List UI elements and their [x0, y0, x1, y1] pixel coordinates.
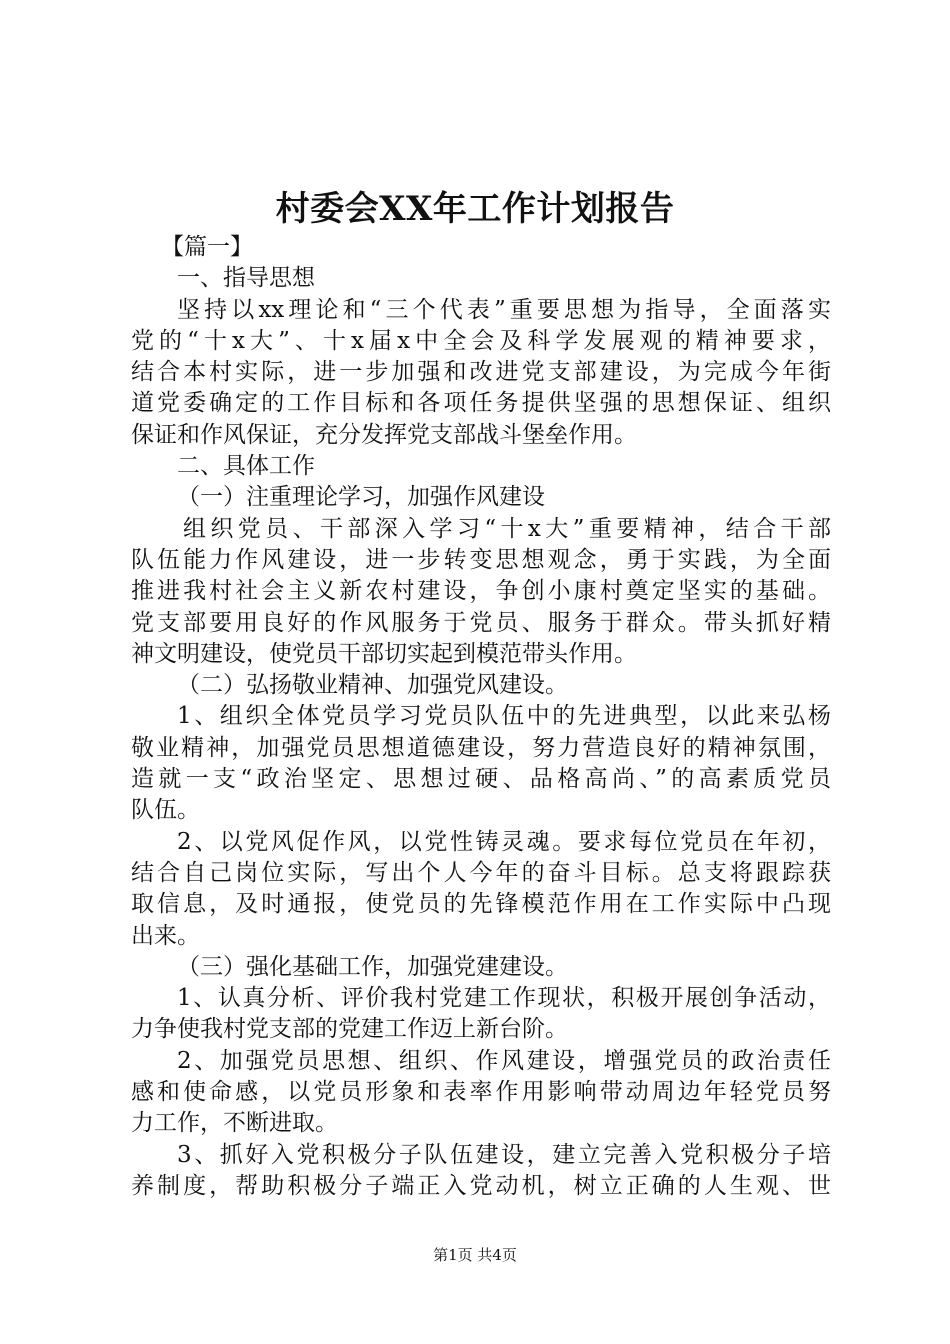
- paragraph-line: 结合本村实际，进一步加强和改进党支部建设，为完成今年街: [131, 359, 831, 386]
- paragraph-line: 二、具体工作: [177, 453, 315, 480]
- paragraph-line: 力工作，不断进取。: [131, 1110, 338, 1137]
- paragraph-line: 组织党员、干部深入学习“十x大”重要精神，结合干部: [183, 515, 831, 542]
- page-footer: 第1页 共4页: [433, 1246, 517, 1264]
- paragraph-line: 出来。: [131, 922, 200, 949]
- document-title: 村委会XX年工作计划报告: [275, 189, 675, 229]
- paragraph-line: （一）注重理论学习，加强作风建设: [177, 484, 545, 511]
- paragraph-line: 党支部要用良好的作风服务于党员、服务于群众。带头抓好精: [131, 609, 831, 636]
- paragraph-line: 造就一支“政治坚定、思想过硬、品格高尚、”的高素质党员: [131, 766, 831, 793]
- paragraph-line: 推进我村社会主义新农村建设，争创小康村奠定坚实的基础。: [131, 578, 831, 605]
- paragraph-line: 队伍能力作风建设，进一步转变思想观念，勇于实践，为全面: [131, 546, 831, 573]
- paragraph-line: 坚持以xx理论和“三个代表”重要思想为指导，全面落实: [177, 296, 831, 323]
- paragraph-line: 神文明建设，使党员干部切实起到模范带头作用。: [131, 640, 637, 667]
- paragraph-line: 党的“十x大”、十x届x中全会及科学发展观的精神要求，: [131, 327, 831, 354]
- paragraph-line: 力争使我村党支部的党建工作迈上新台阶。: [131, 1016, 568, 1043]
- paragraph-line: 感和使命感，以党员形象和表率作用影响带动周边年轻党员努: [131, 1079, 831, 1106]
- paragraph-line: 道党委确定的工作目标和各项任务提供坚强的思想保证、组织: [131, 390, 831, 417]
- paragraph-line: 保证和作风保证，充分发挥党支部战斗堡垒作用。: [131, 421, 637, 448]
- paragraph-line: 队伍。: [131, 797, 200, 824]
- paragraph-line: （三）强化基础工作，加强党建建设。: [177, 953, 568, 980]
- document-body: [131, 232, 831, 1202]
- paragraph-line: 取信息，及时通报，使党员的先锋模范作用在工作实际中凸现: [131, 891, 831, 918]
- paragraph-line: 养制度，帮助积极分子端正入党动机，树立正确的人生观、世: [131, 1172, 831, 1199]
- paragraph-line: 敬业精神，加强党员思想道德建设，努力营造良好的精神氛围，: [131, 734, 831, 761]
- paragraph-line: 3、抓好入党积极分子队伍建设，建立完善入党积极分子培: [177, 1141, 831, 1168]
- paragraph-line: 一、指导思想: [177, 265, 315, 292]
- paragraph-line: 2、以党风促作风，以党性铸灵魂。要求每位党员在年初，: [177, 828, 831, 855]
- paragraph-line: （二）弘扬敬业精神、加强党风建设。: [177, 672, 568, 699]
- paragraph-line: 结合自己岗位实际，写出个人今年的奋斗目标。总支将跟踪获: [131, 859, 831, 886]
- paragraph-line: 1、认真分析、评价我村党建工作现状，积极开展创争活动，: [177, 985, 831, 1012]
- paragraph-line: 2、加强党员思想、组织、作风建设，增强党员的政治责任: [177, 1047, 831, 1074]
- paragraph-line: 1、组织全体党员学习党员队伍中的先进典型，以此来弘杨: [177, 703, 831, 730]
- paragraph-line: 【篇一】: [161, 234, 253, 260]
